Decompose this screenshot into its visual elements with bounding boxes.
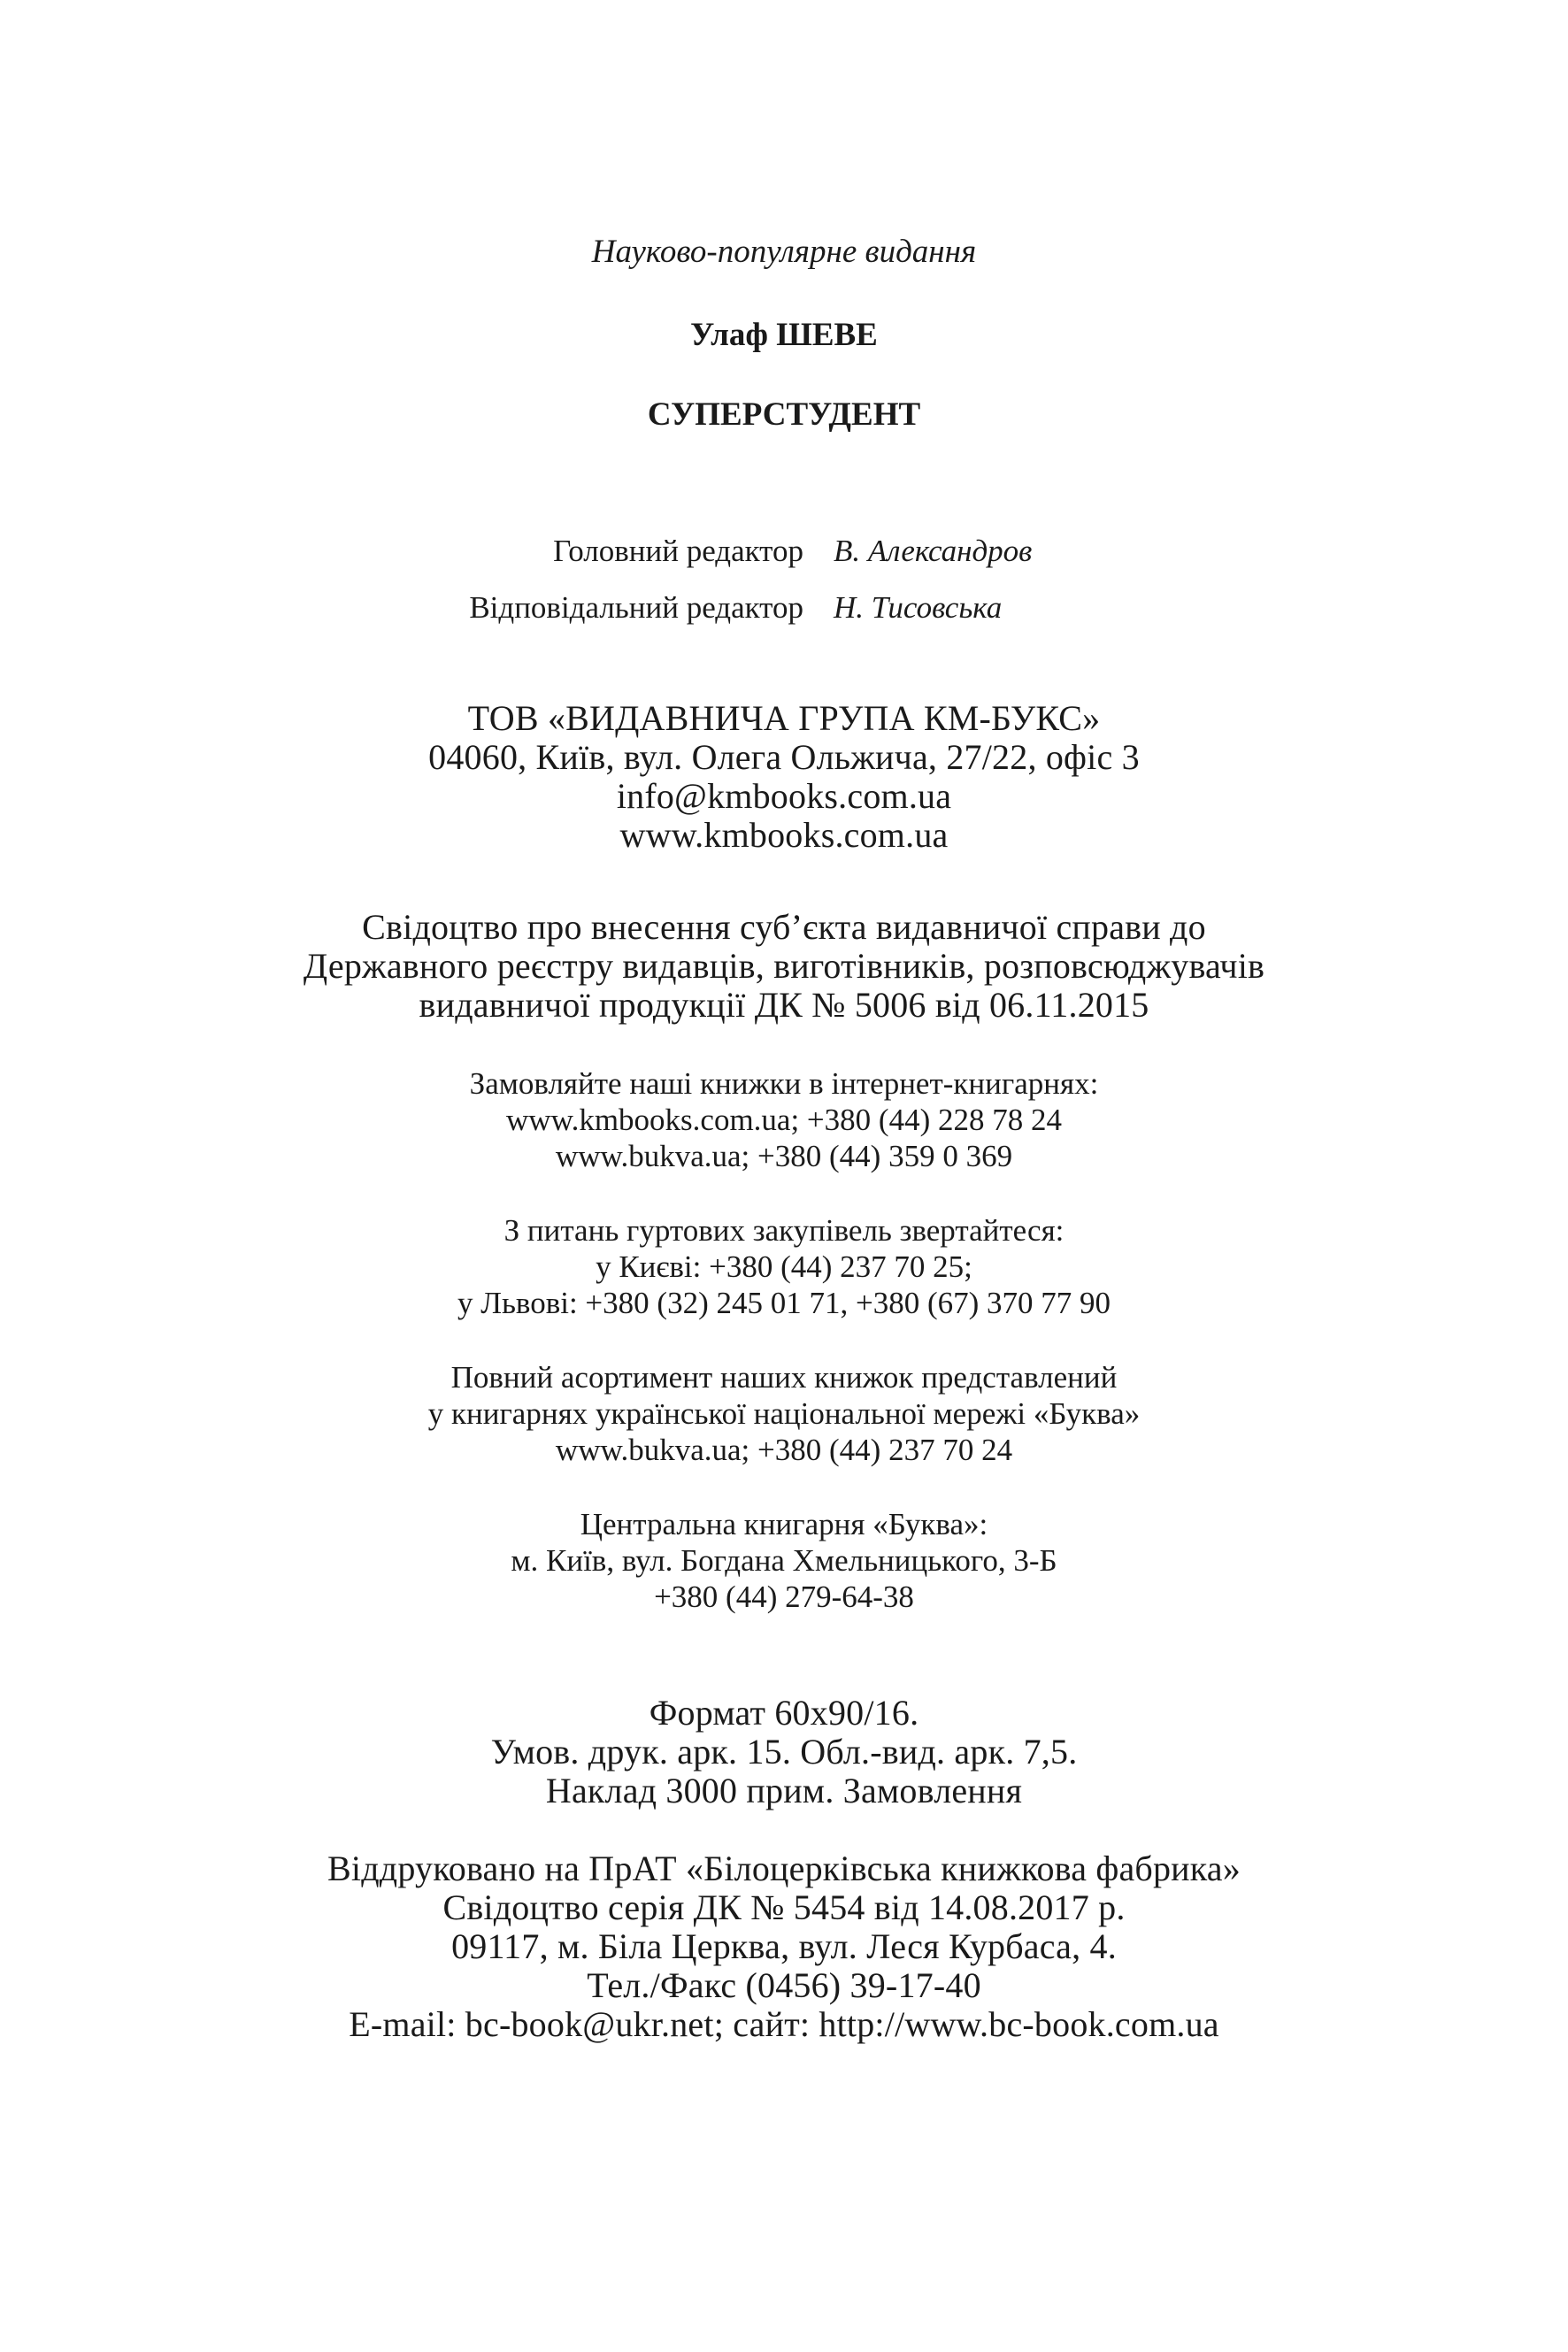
credit-name: В. Александров	[834, 534, 1033, 568]
central-store-heading: Центральна книгарня «Буква»:	[580, 1507, 988, 1541]
edition-type: Науково-популярне видання	[591, 234, 977, 270]
assortment-line: у книгарнях української національної мережі «Буква»	[427, 1396, 1141, 1431]
editorial-credits	[0, 531, 1568, 644]
printer-line: Тел./Факс (0456) 39-17-40	[587, 1965, 981, 2005]
registry-certificate-block	[0, 908, 1568, 1025]
printer-block	[0, 1849, 1568, 2044]
online-order-block	[0, 1065, 1568, 1174]
certificate-line: Державного реєстру видавців, виготівників, розповсюджувачів	[303, 946, 1265, 986]
format-block	[0, 1694, 1568, 1810]
credit-role: Відповідальний редактор	[469, 590, 803, 625]
author-name: Улаф ШЕВЕ	[690, 317, 878, 353]
order-contact: www.bukva.ua; +380 (44) 359 0 369	[555, 1139, 1013, 1173]
credit-role: Головний редактор	[553, 534, 803, 568]
order-contact: www.kmbooks.com.ua; +380 (44) 228 78 24	[506, 1103, 1062, 1137]
format-line: Наклад 3000 прим. Замовлення	[545, 1771, 1023, 1810]
format-line: Формат 60х90/16.	[649, 1693, 919, 1733]
format-line: Умов. друк. арк. 15. Обл.-вид. арк. 7,5.	[490, 1732, 1078, 1772]
central-store-block	[0, 1506, 1568, 1615]
credit-row-chief-editor	[0, 531, 1568, 588]
assortment-line: Повний асортимент наших книжок представлений	[450, 1360, 1118, 1395]
credit-row-responsible-editor	[0, 588, 1568, 644]
publisher-address: 04060, Київ, вул. Олега Ольжича, 27/22, офіс 3	[428, 737, 1140, 777]
order-heading: Замовляйте наші книжки в інтернет-книгарнях:	[469, 1066, 1099, 1101]
printer-line: E-mail: bc-book@ukr.net; сайт: http://www.bc-book.com.ua	[349, 2004, 1219, 2044]
wholesale-contact: у Києві: +380 (44) 237 70 25;	[596, 1249, 972, 1284]
certificate-line: видавничої продукції ДК № 5006 від 06.11.2015	[419, 985, 1149, 1025]
central-store-address: м. Київ, вул. Богдана Хмельницького, 3-Б	[511, 1543, 1057, 1578]
printer-line: Свідоцтво серія ДК № 5454 від 14.08.2017 р.	[442, 1887, 1126, 1927]
assortment-contact: www.bukva.ua; +380 (44) 237 70 24	[555, 1433, 1013, 1467]
publisher-block	[0, 699, 1568, 855]
wholesale-heading: З питань гуртових закупівель звертайтеся:	[503, 1213, 1065, 1248]
publisher-website: www.kmbooks.com.ua	[619, 815, 949, 855]
certificate-line: Свідоцтво про внесення суб’єкта видавничої справи до	[362, 907, 1206, 947]
publisher-name: ТОВ «ВИДАВНИЧА ГРУПА КМ-БУКС»	[467, 698, 1101, 738]
printer-line: Віддруковано на ПрАТ «Білоцерківська книжкова фабрика»	[327, 1849, 1241, 1888]
assortment-block	[0, 1359, 1568, 1468]
wholesale-block	[0, 1212, 1568, 1321]
publisher-email: info@kmbooks.com.ua	[616, 776, 952, 816]
printer-line: 09117, м. Біла Церква, вул. Леся Курбаса, 4.	[451, 1926, 1117, 1966]
credit-name: Н. Тисовська	[834, 590, 1003, 625]
wholesale-contact: у Львові: +380 (32) 245 01 71, +380 (67) 370 77 90	[457, 1286, 1111, 1320]
book-title: СУПЕРСТУДЕНТ	[647, 396, 921, 433]
central-store-phone: +380 (44) 279-64-38	[654, 1580, 914, 1614]
